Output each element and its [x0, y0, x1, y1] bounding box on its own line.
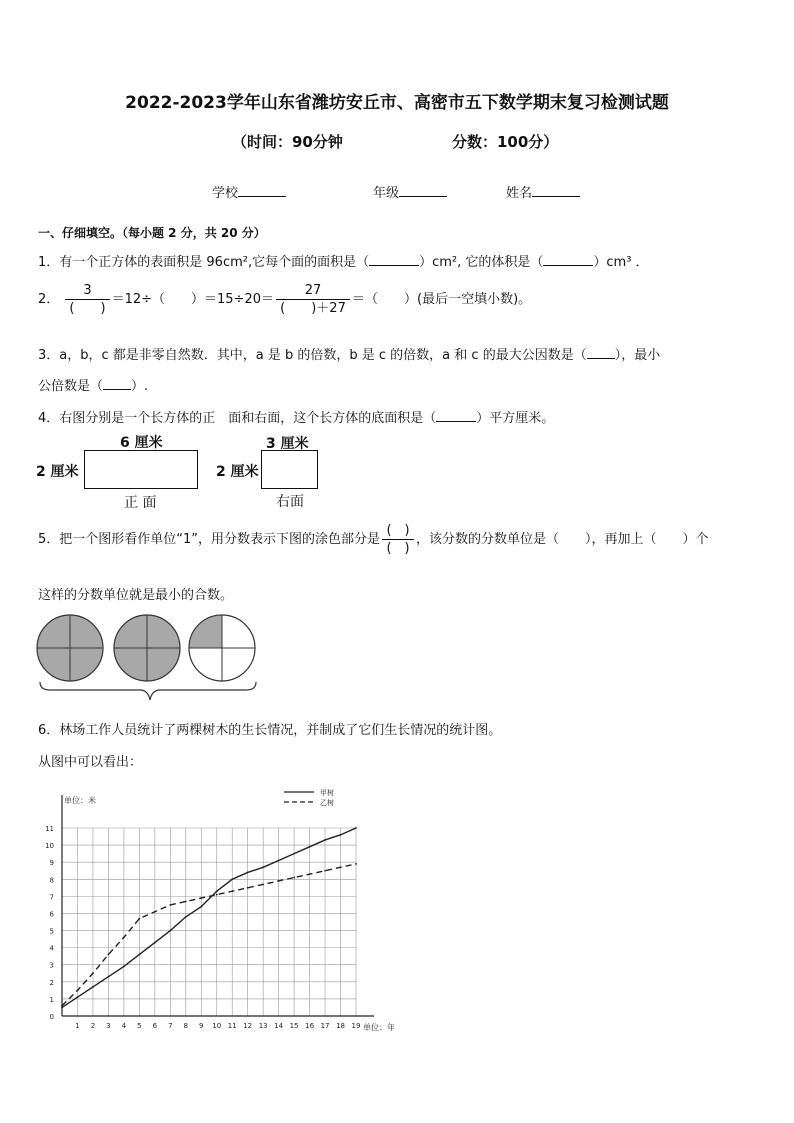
series-2-point-10 [216, 894, 218, 896]
q5-numerator[interactable]: ( ) [386, 523, 410, 538]
series-2-point-0 [61, 1005, 63, 1007]
x-tick-label-7: 7 [168, 1022, 173, 1030]
y-tick-label-5: 5 [49, 927, 54, 936]
x-tick-label-17: 17 [320, 1022, 330, 1030]
series-2-point-12 [247, 887, 249, 889]
q4-blank[interactable] [436, 409, 476, 422]
q2-middle: ＝12÷（ ）＝15÷20＝ [111, 292, 274, 307]
series-2-point-13 [262, 884, 264, 886]
series-2-point-7 [169, 904, 171, 906]
series-2-point-2 [92, 972, 94, 974]
school-field[interactable] [212, 182, 286, 201]
series-1-point-9 [200, 906, 202, 908]
series-2-point-3 [108, 954, 110, 956]
series-1-point-7 [169, 930, 171, 932]
series-line-1 [62, 828, 356, 1007]
side-face-rect [261, 450, 318, 489]
series-1-point-0 [61, 1007, 63, 1009]
q1-text-c: ）cm³ ． [593, 255, 649, 270]
exam-score: 分数：100分） [452, 133, 559, 151]
q1-blank-1[interactable] [369, 253, 419, 266]
y-tick-label-6: 6 [49, 910, 54, 919]
section-heading: 一、仔细填空。（每小题 2 分，共 20 分） [38, 226, 266, 240]
series-1-point-2 [92, 986, 94, 988]
x-tick-label-5: 5 [137, 1022, 142, 1030]
series-1-point-10 [216, 890, 218, 892]
q2-f1-numerator: 3 [83, 283, 92, 298]
y-axis-label: 单位：米 [64, 796, 96, 805]
y-tick-label-4: 4 [49, 944, 54, 953]
q2-number: 2． [38, 292, 60, 307]
legend-label-1: 甲树 [320, 789, 334, 797]
y-tick-label-9: 9 [49, 859, 54, 868]
q2-f2-denominator[interactable]: ( )＋27 [280, 301, 346, 316]
circle-2 [114, 615, 180, 681]
y-tick-label-2: 2 [49, 978, 54, 987]
y-tick-label-10: 10 [45, 842, 54, 851]
series-2-point-17 [324, 870, 326, 872]
y-tick-label-3: 3 [49, 961, 54, 970]
question-6-line-2: 从图中可以看出： [38, 755, 143, 770]
side-top-label: 3 厘米 [266, 436, 309, 452]
front-top-label: 6 厘米 [120, 435, 163, 451]
y-tick-label-1: 1 [49, 995, 54, 1004]
x-tick-label-16: 16 [305, 1022, 315, 1030]
series-1-point-8 [185, 916, 187, 918]
q2-fraction-2 [276, 282, 350, 317]
q5-fraction [382, 522, 414, 557]
x-tick-label-4: 4 [121, 1022, 127, 1030]
q4-text-a: 4．右图分别是一个长方体的正 面和右面，这个长方体的底面积是（ [38, 411, 437, 426]
x-tick-label-19: 19 [351, 1022, 361, 1030]
y-tick-label-11: 11 [45, 825, 54, 833]
q5-text-a: 5．把一个图形看作单位“1”，用分数表示下图的涂色部分是 [38, 532, 381, 547]
series-2-point-1 [77, 989, 79, 991]
series-2-point-4 [123, 936, 125, 938]
q3-text-d: ）. [131, 379, 149, 394]
q5-denominator[interactable]: ( ) [386, 541, 410, 556]
series-2-point-18 [340, 866, 342, 868]
q2-f1-denominator[interactable]: ( ) [69, 301, 106, 316]
page-title: 2022-2023学年山东省潍坊安丘市、高密市五下数学期末复习检测试题 [125, 93, 669, 113]
q3-text-b: ），最小 [614, 348, 661, 363]
question-6: 6．林场工作人员统计了两棵树木的生长情况，并制成了它们生长情况的统计图。 [38, 723, 502, 738]
series-2-point-19 [355, 863, 357, 865]
tree-growth-chart [36, 783, 416, 1043]
x-tick-label-15: 15 [289, 1022, 299, 1030]
series-2-point-5 [138, 918, 140, 920]
series-1-point-19 [355, 827, 357, 829]
question-5-line-2: 这样的分数单位就是最小的合数。 [38, 588, 234, 603]
series-2-point-6 [154, 911, 156, 913]
side-caption: 右面 [276, 494, 304, 510]
series-2-point-15 [293, 877, 295, 879]
exam-time: （时间：90分钟 [232, 133, 343, 151]
series-1-point-3 [108, 976, 110, 978]
series-1-point-16 [309, 846, 311, 848]
series-2-point-9 [200, 897, 202, 899]
x-tick-label-1: 1 [75, 1022, 80, 1030]
series-2-point-14 [278, 880, 280, 882]
name-field[interactable] [506, 182, 580, 201]
x-tick-label-13: 13 [258, 1022, 268, 1030]
x-tick-label-10: 10 [212, 1022, 222, 1030]
side-left-label: 2 厘米 [216, 464, 259, 480]
series-2-point-8 [185, 901, 187, 903]
series-2-point-16 [309, 873, 311, 875]
y-tick-label-0: 0 [49, 1013, 54, 1021]
x-axis-label: 单位：年 [363, 1023, 395, 1032]
y-tick-label-7: 7 [49, 893, 54, 902]
x-tick-label-9: 9 [199, 1022, 204, 1030]
question-3-line-1 [38, 344, 660, 363]
q5-text-b: ，该分数的分数单位是（ ），再加上（ ）个 [416, 532, 709, 547]
series-2-point-11 [231, 890, 233, 892]
series-1-point-14 [278, 860, 280, 862]
q3-blank-lcm[interactable] [103, 377, 131, 390]
question-4 [38, 407, 554, 426]
q2-f2-numerator: 27 [304, 283, 322, 298]
x-tick-label-2: 2 [90, 1022, 96, 1030]
front-face-rect [84, 450, 198, 489]
series-1-point-13 [262, 866, 264, 868]
q1-text-a: 1．有一个正方体的表面积是 96cm²,它每个面的面积是（ [38, 255, 370, 270]
grade-field[interactable] [373, 182, 447, 201]
series-line-2 [62, 864, 356, 1006]
series-1-point-15 [293, 853, 295, 855]
question-2 [38, 282, 531, 317]
x-tick-label-8: 8 [183, 1022, 189, 1030]
series-1-point-11 [231, 878, 233, 880]
question-5 [38, 522, 709, 557]
x-tick-label-3: 3 [106, 1022, 111, 1030]
series-1-point-17 [324, 839, 326, 841]
name-label: 姓名 [506, 186, 533, 201]
q2-tail: ＝（ ）(最后一空填小数)。 [352, 292, 532, 307]
school-label: 学校 [212, 186, 239, 201]
brace [40, 682, 256, 700]
q3-text-a: 3．a，b，c 都是非零自然数．其中，a 是 b 的倍数，b 是 c 的倍数，a 和 c 的最大公因数是（ [38, 348, 587, 363]
grade-label: 年级 [373, 186, 400, 201]
legend-label-2: 乙树 [320, 799, 334, 807]
question-3-line-2 [38, 375, 148, 394]
x-tick-label-14: 14 [274, 1022, 284, 1030]
question-1 [38, 251, 649, 270]
q1-blank-2[interactable] [543, 253, 593, 266]
series-1-point-18 [340, 834, 342, 836]
series-1-point-12 [247, 872, 249, 874]
q3-blank-gcd[interactable] [587, 346, 615, 359]
x-tick-label-12: 12 [243, 1022, 253, 1030]
circle-1 [37, 615, 103, 681]
series-1-point-4 [123, 966, 125, 968]
q4-text-b: ）平方厘米。 [476, 411, 555, 426]
series-1-point-5 [138, 954, 140, 956]
q2-fraction-1 [65, 282, 109, 317]
series-1-point-6 [154, 942, 156, 944]
circle-3 [189, 615, 255, 681]
y-tick-label-8: 8 [49, 876, 54, 885]
q1-text-b: ）cm², 它的体积是（ [419, 255, 544, 270]
q5-circles-figure [36, 610, 262, 708]
front-left-label: 2 厘米 [36, 464, 79, 480]
x-tick-label-6: 6 [152, 1022, 158, 1030]
x-tick-label-11: 11 [227, 1022, 237, 1030]
q3-text-c: 公倍数是（ [38, 379, 104, 394]
series-1-point-1 [77, 996, 79, 998]
x-tick-label-18: 18 [336, 1022, 345, 1030]
front-caption: 正 面 [124, 495, 157, 511]
